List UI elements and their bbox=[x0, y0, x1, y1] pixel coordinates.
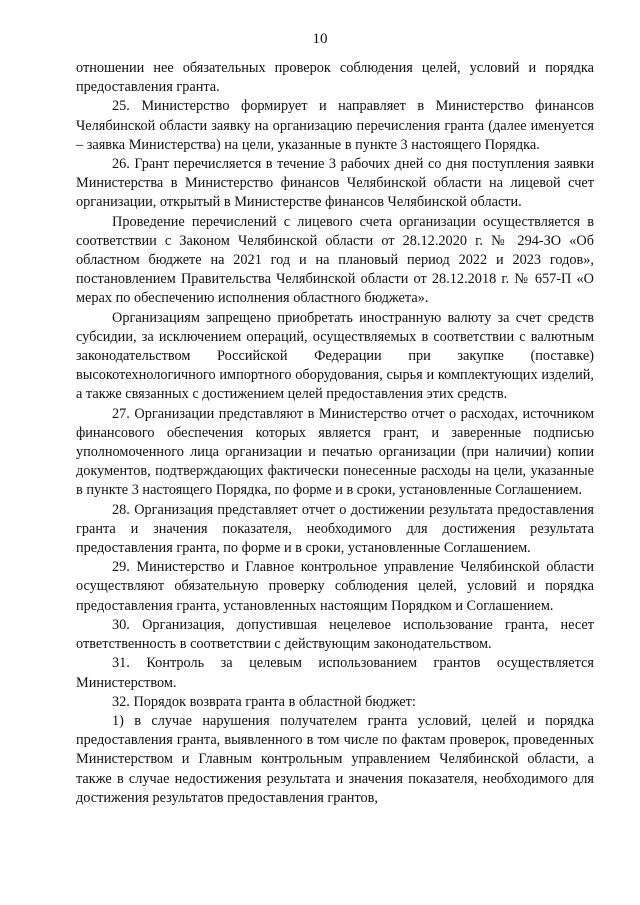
paragraph-subitem-1: 1) в случае нарушения получателем гранта условий, целей и порядка предоставления гранта, выявленного в том числе по фактам проверок, проведенных Министерством и Главным контрольным управлением Челябинской области, а также в случае недостижения результата и значения показателя, необходимого для достижения результатов предоставления грантов, bbox=[76, 712, 594, 806]
paragraph-item-25: 25. Министерство формирует и направляет в Министерство финансов Челябинской области заявку на организацию перечисления гранта (далее именуется – заявка Министерства) на цели, указанные в пункте 3 настоящего Порядка. bbox=[76, 98, 594, 153]
paragraph-item-28: 28. Организация представляет отчет о достижении результата предоставления гранта и значения показателя, необходимого для достижения результата предоставления гранта, по форме и в сроки, установленные Соглашением. bbox=[76, 501, 594, 557]
paragraph-currency-restriction: Организациям запрещено приобретать иностранную валюту за счет средств субсидии, за исключением операций, осуществляемых в соответствии с валютным законодательством Российской Федерации при закупке (поставке) высокотехнологичного импортного оборудования, сырья и комплектующих изделий, а также связанных с достижением целей предоставления этих средств. bbox=[76, 309, 594, 403]
paragraph-item-26: 26. Грант перечисляется в течение 3 рабочих дней со дня поступления заявки Министерства в Министерство финансов Челябинской области на лицевой счет организации, открытый в Министерстве финансов Челябинской области. bbox=[76, 156, 594, 211]
paragraph-transfers: Проведение перечислений с лицевого счета организации осуществляется в соответствии с Законом Челябинской области от 28.12.2020 г. № 294-ЗО «Об областном бюджете на 2021 год и на плановый период 2022 и 2023 годов», постановлением Правительства Челябинской области от 28.12.2018 г. № 657-П «О мерах по обеспечению исполнения областного бюджета». bbox=[76, 213, 594, 307]
paragraph-item-29: 29. Министерство и Главное контрольное управление Челябинской области осуществляют обязательную проверку соблюдения целей, условий и порядка предоставления гранта, установленных настоящим Порядком и Соглашением. bbox=[76, 559, 594, 614]
paragraph-item-27: 27. Организации представляют в Министерство отчет о расходах, источником финансового обеспечения которых является грант, и заверенные подписью уполномоченного лица организации и печатью организации (при наличии) копии документов, подтверждающих фактически понесенные расходы на цели, указанные в пункте 3 настоящего Порядка, по форме и в сроки, установленные Соглашением. bbox=[76, 405, 594, 499]
paragraph-item-32: 32. Порядок возврата гранта в областной бюджет: bbox=[112, 693, 416, 710]
paragraph-continuation: отношении нее обязательных проверок соблюдения целей, условий и порядка предоставления гранта. bbox=[76, 60, 594, 96]
paragraph-item-31: 31. Контроль за целевым использованием грантов осуществляется Министерством. bbox=[76, 655, 594, 691]
page-number: 10 bbox=[312, 31, 328, 47]
document-text bbox=[76, 59, 594, 808]
paragraph-item-30: 30. Организация, допустившая нецелевое использование гранта, несет ответственность в соответствии с действующим законодательством. bbox=[76, 616, 594, 653]
